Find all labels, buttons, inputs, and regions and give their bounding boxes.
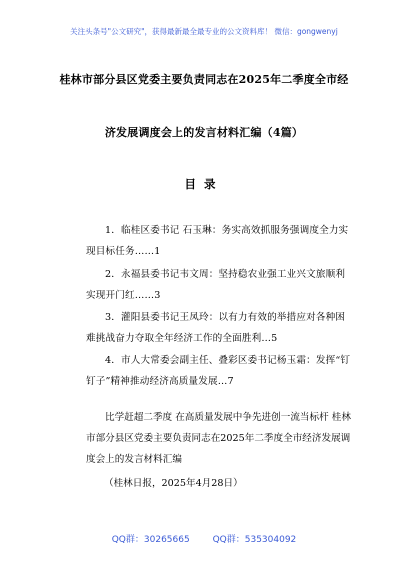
body-text: 比学赶超二季度 在高质量发展中争先进创一流当标杆 桂林市部分县区党委主要负责同志在2025年二季度全市经济发展调度会上的发言材料汇编 bbox=[86, 412, 351, 465]
toc-item-text: 4．市人大常委会副主任、叠彩区委书记杨玉霜：发挥“钉钉子”精神推动经济高质量发展…7 bbox=[86, 355, 351, 387]
toc-heading: 目录 bbox=[184, 177, 224, 191]
document-title-line-2: 济发展调度会上的发言材料汇编（4篇） bbox=[104, 126, 304, 139]
toc-item bbox=[86, 350, 354, 392]
source-date: （桂林日报，2025年4月28日） bbox=[104, 478, 243, 489]
footer-qq-group-2: QQ群：535304092 bbox=[212, 535, 297, 545]
footer bbox=[0, 532, 408, 545]
header-note: 关注头条号"公文研究"，获得最新最全最专业的公文资料库！ 微信：gongwenyj bbox=[70, 27, 338, 36]
body-paragraph bbox=[86, 407, 356, 470]
document-title-line-1: 桂林市部分县区党委主要负责同志在2025年二季度全市经 bbox=[59, 73, 349, 86]
toc-item bbox=[86, 307, 354, 349]
toc-item-text: 2．永福县委书记韦文周：坚持稳农业强工业兴文旅顺利实现开门红……3 bbox=[86, 269, 346, 301]
toc-item bbox=[86, 264, 354, 306]
toc-item-text: 1．临桂区委书记 石玉琳：务实高效抓服务强调度全力实现目标任务……1 bbox=[86, 225, 349, 257]
footer-qq-group-1: QQ群：30265665 bbox=[111, 535, 190, 545]
toc-item-text: 3．灌阳县委书记王凤玲：以有力有效的举措应对各种困难挑战奋力夺取全年经济工作的全面胜利…5 bbox=[86, 312, 346, 344]
toc-item bbox=[86, 220, 354, 262]
